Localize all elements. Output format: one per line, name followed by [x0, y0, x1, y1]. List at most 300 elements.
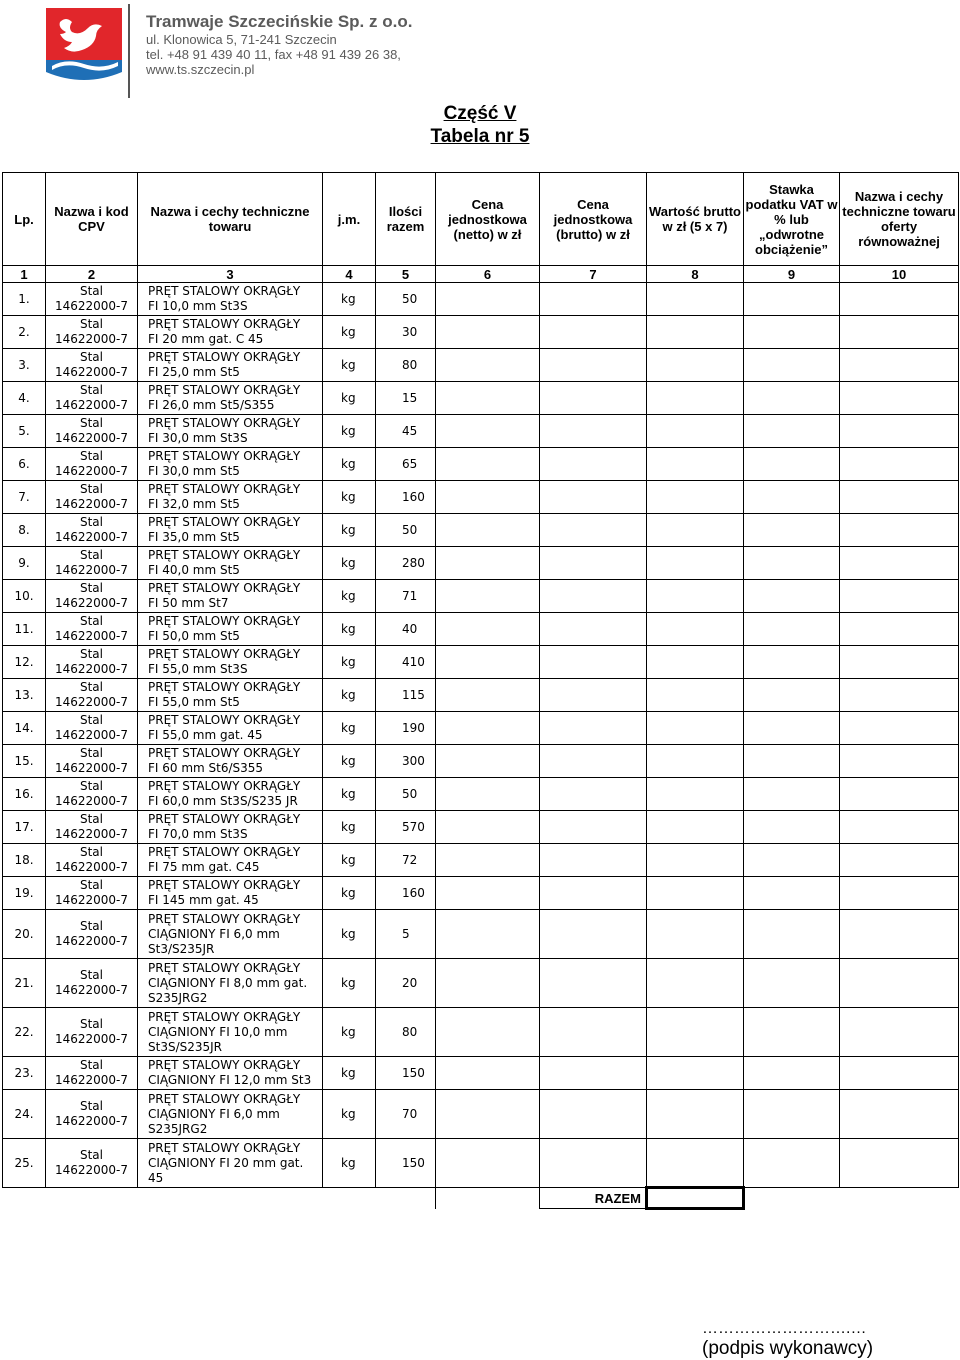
company-logo — [46, 8, 122, 88]
cell-net-price[interactable] — [436, 712, 540, 745]
cell-lp — [3, 1057, 46, 1090]
description-line: FI 55,0 mm St5 — [148, 695, 240, 709]
col-number: 8 — [647, 266, 744, 283]
col-header-name: Nazwa i cechy techniczne towaru — [138, 173, 323, 266]
cell-quantity — [376, 712, 436, 745]
cell-equivalent[interactable] — [840, 283, 959, 316]
cell-description — [138, 1139, 323, 1188]
cpv-name: Stal — [79, 812, 103, 826]
row-number: 18. — [14, 852, 34, 867]
row-number: 15. — [14, 753, 34, 768]
cell-quantity — [376, 316, 436, 349]
cell-lp — [3, 877, 46, 910]
row-number: 10. — [14, 588, 34, 603]
cell-quantity — [376, 514, 436, 547]
table-title: Tabela nr 5 — [430, 126, 530, 147]
cell-net-price[interactable] — [436, 613, 540, 646]
cell-gross-price[interactable] — [540, 745, 647, 778]
cpv-code: 14622000-7 — [54, 1163, 129, 1177]
cpv-name: Stal — [79, 647, 103, 661]
cell-gross-value[interactable] — [647, 778, 744, 811]
cell-vat-rate[interactable] — [744, 382, 840, 415]
description-line: FI 25,0 mm St5 — [148, 365, 240, 379]
cell-vat-rate[interactable] — [744, 316, 840, 349]
cell-quantity — [376, 1090, 436, 1139]
signature-block — [702, 1320, 873, 1360]
cell-equivalent[interactable] — [840, 745, 959, 778]
cell-quantity — [376, 382, 436, 415]
cell-unit — [323, 646, 376, 679]
cell-gross-price[interactable] — [540, 382, 647, 415]
cell-quantity — [376, 844, 436, 877]
cell-gross-value[interactable] — [647, 712, 744, 745]
col-header-gross-value: Wartość brutto w zł (5 x 7) — [647, 173, 744, 266]
cell-quantity — [376, 448, 436, 481]
unit-value: kg — [341, 753, 356, 768]
cell-equivalent[interactable] — [840, 1057, 959, 1090]
cell-vat-rate[interactable] — [744, 844, 840, 877]
cell-gross-value[interactable] — [647, 547, 744, 580]
cell-net-price[interactable] — [436, 283, 540, 316]
cell-gross-price[interactable] — [540, 415, 647, 448]
quantity-value: 150 — [402, 1155, 425, 1170]
cell-vat-rate[interactable] — [744, 646, 840, 679]
description-line: S235JRG2 — [148, 990, 208, 1005]
cell-description — [138, 283, 323, 316]
cpv-code: 14622000-7 — [54, 827, 129, 841]
cell-lp — [3, 811, 46, 844]
unit-value: kg — [341, 621, 356, 636]
cell-equivalent[interactable] — [840, 712, 959, 745]
cpv-code: 14622000-7 — [54, 1032, 129, 1046]
quantity-value: 5 — [402, 926, 410, 941]
cell-gross-value[interactable] — [647, 877, 744, 910]
cell-equivalent[interactable] — [840, 382, 959, 415]
cpv-code: 14622000-7 — [54, 530, 129, 544]
cell-gross-value[interactable] — [647, 448, 744, 481]
table-row — [3, 580, 959, 613]
table-row — [3, 1090, 959, 1139]
cell-vat-rate[interactable] — [744, 514, 840, 547]
cell-quantity — [376, 877, 436, 910]
row-number: 6. — [18, 456, 30, 471]
item-rows — [3, 283, 959, 1188]
cell-gross-value[interactable] — [647, 382, 744, 415]
cell-unit — [323, 1008, 376, 1057]
cell-equivalent[interactable] — [840, 448, 959, 481]
cell-unit — [323, 514, 376, 547]
table-row — [3, 745, 959, 778]
cell-vat-rate[interactable] — [744, 1008, 840, 1057]
cell-description — [138, 646, 323, 679]
cell-vat-rate[interactable] — [744, 910, 840, 959]
description-line: CIĄGNIONY FI 12,0 mm St3 — [148, 1073, 312, 1087]
description-line: PRĘT STALOWY OKRĄGŁY — [148, 317, 301, 331]
cell-vat-rate[interactable] — [744, 959, 840, 1008]
cell-gross-price[interactable] — [540, 1139, 647, 1188]
cell-net-price[interactable] — [436, 679, 540, 712]
cell-gross-value[interactable] — [647, 646, 744, 679]
cell-vat-rate[interactable] — [744, 745, 840, 778]
table-row — [3, 959, 959, 1008]
cell-net-price[interactable] — [436, 778, 540, 811]
description-line: FI 35,0 mm St5 — [148, 530, 240, 544]
cell-gross-price[interactable] — [540, 316, 647, 349]
cell-equivalent[interactable] — [840, 778, 959, 811]
cell-gross-value[interactable] — [647, 514, 744, 547]
col-number: 2 — [46, 266, 138, 283]
cell-equivalent[interactable] — [840, 1139, 959, 1188]
cpv-code: 14622000-7 — [54, 464, 129, 478]
cell-gross-value[interactable] — [647, 959, 744, 1008]
table-row — [3, 316, 959, 349]
row-number: 2. — [18, 324, 30, 339]
cell-cpv — [46, 646, 138, 679]
cell-gross-value[interactable] — [647, 481, 744, 514]
unit-value: kg — [341, 522, 356, 537]
cell-gross-price[interactable] — [540, 679, 647, 712]
total-value-cell[interactable] — [647, 1188, 744, 1209]
cpv-name: Stal — [79, 416, 103, 430]
cell-gross-value[interactable] — [647, 415, 744, 448]
description-line: CIĄGNIONY FI 10,0 mm — [148, 1024, 288, 1039]
cell-description — [138, 910, 323, 959]
cell-gross-price[interactable] — [540, 811, 647, 844]
description-line: FI 30,0 mm St5 — [148, 464, 240, 478]
cell-gross-value[interactable] — [647, 910, 744, 959]
row-number: 11. — [14, 621, 34, 636]
cell-vat-rate[interactable] — [744, 778, 840, 811]
cell-description — [138, 415, 323, 448]
cell-cpv — [46, 1090, 138, 1139]
cell-gross-price[interactable] — [540, 547, 647, 580]
unit-value: kg — [341, 588, 356, 603]
cell-gross-value[interactable] — [647, 580, 744, 613]
cell-quantity — [376, 679, 436, 712]
row-number: 21. — [14, 975, 34, 990]
unit-value: kg — [341, 291, 356, 306]
col-number: 7 — [540, 266, 647, 283]
cell-net-price[interactable] — [436, 844, 540, 877]
cpv-name: Stal — [79, 317, 103, 331]
cell-quantity — [376, 481, 436, 514]
total-spacer — [436, 1188, 540, 1209]
cell-quantity — [376, 646, 436, 679]
cell-lp — [3, 283, 46, 316]
description-line: 45 — [148, 1170, 164, 1185]
cell-cpv — [46, 679, 138, 712]
unit-value: kg — [341, 390, 356, 405]
cell-vat-rate[interactable] — [744, 415, 840, 448]
description-line: FI 30,0 mm St3S — [148, 431, 248, 445]
cell-gross-value[interactable] — [647, 844, 744, 877]
cell-vat-rate[interactable] — [744, 712, 840, 745]
quantity-value: 280 — [402, 555, 425, 570]
cell-vat-rate[interactable] — [744, 1090, 840, 1139]
cell-gross-price[interactable] — [540, 910, 647, 959]
cell-net-price[interactable] — [436, 1090, 540, 1139]
cell-equivalent[interactable] — [840, 580, 959, 613]
cell-equivalent[interactable] — [840, 959, 959, 1008]
cpv-name: Stal — [79, 1148, 103, 1162]
column-number-row — [3, 266, 959, 283]
description-line: PRĘT STALOWY OKRĄGŁY — [148, 960, 301, 975]
cell-net-price[interactable] — [436, 547, 540, 580]
cell-unit — [323, 613, 376, 646]
cell-gross-price[interactable] — [540, 712, 647, 745]
cell-gross-value[interactable] — [647, 811, 744, 844]
table-row — [3, 613, 959, 646]
description-line: FI 50,0 mm St5 — [148, 629, 240, 643]
cell-net-price[interactable] — [436, 316, 540, 349]
description-line: CIĄGNIONY FI 8,0 mm gat. — [148, 975, 308, 990]
cell-unit — [323, 316, 376, 349]
cell-description — [138, 959, 323, 1008]
unit-value: kg — [341, 1155, 356, 1170]
unit-value: kg — [341, 885, 356, 900]
company-info — [146, 12, 412, 77]
cell-equivalent[interactable] — [840, 1090, 959, 1139]
cpv-name: Stal — [79, 515, 103, 529]
cell-gross-price[interactable] — [540, 1057, 647, 1090]
unit-value: kg — [341, 324, 356, 339]
cell-vat-rate[interactable] — [744, 613, 840, 646]
unit-value: kg — [341, 687, 356, 702]
cell-gross-price[interactable] — [540, 448, 647, 481]
cpv-name: Stal — [79, 919, 103, 933]
quantity-value: 50 — [402, 291, 418, 306]
cell-gross-value[interactable] — [647, 1008, 744, 1057]
quantity-value: 150 — [402, 1065, 425, 1080]
cell-net-price[interactable] — [436, 1057, 540, 1090]
description-line: PRĘT STALOWY OKRĄGŁY — [148, 779, 301, 793]
cell-gross-price[interactable] — [540, 349, 647, 382]
cell-gross-price[interactable] — [540, 877, 647, 910]
cell-net-price[interactable] — [436, 877, 540, 910]
cell-vat-rate[interactable] — [744, 679, 840, 712]
cell-vat-rate[interactable] — [744, 283, 840, 316]
cell-gross-value[interactable] — [647, 679, 744, 712]
cell-vat-rate[interactable] — [744, 811, 840, 844]
cell-gross-price[interactable] — [540, 580, 647, 613]
cell-description — [138, 481, 323, 514]
cell-gross-value[interactable] — [647, 349, 744, 382]
cell-cpv — [46, 481, 138, 514]
cell-gross-price[interactable] — [540, 844, 647, 877]
cpv-name: Stal — [79, 383, 103, 397]
cell-description — [138, 514, 323, 547]
cell-description — [138, 745, 323, 778]
cpv-code: 14622000-7 — [54, 983, 129, 997]
cell-lp — [3, 580, 46, 613]
cell-unit — [323, 910, 376, 959]
cell-net-price[interactable] — [436, 1139, 540, 1188]
cell-vat-rate[interactable] — [744, 877, 840, 910]
cpv-code: 14622000-7 — [54, 761, 129, 775]
company-website: www.ts.szczecin.pl — [146, 62, 255, 77]
quantity-value: 80 — [402, 1024, 418, 1039]
table-row — [3, 811, 959, 844]
cpv-name: Stal — [79, 680, 103, 694]
unit-value: kg — [341, 1065, 356, 1080]
description-line: PRĘT STALOWY OKRĄGŁY — [148, 1009, 301, 1024]
description-line: FI 26,0 mm St5/S355 — [148, 398, 275, 412]
cell-lp — [3, 514, 46, 547]
cell-cpv — [46, 811, 138, 844]
cell-unit — [323, 679, 376, 712]
cell-vat-rate[interactable] — [744, 1139, 840, 1188]
col-number: 1 — [3, 266, 46, 283]
letterhead — [40, 0, 460, 102]
cell-equivalent[interactable] — [840, 844, 959, 877]
cell-net-price[interactable] — [436, 481, 540, 514]
col-number: 3 — [138, 266, 323, 283]
cell-equivalent[interactable] — [840, 1008, 959, 1057]
cpv-code: 14622000-7 — [54, 629, 129, 643]
cell-gross-value[interactable] — [647, 1139, 744, 1188]
cell-gross-value[interactable] — [647, 613, 744, 646]
cell-unit — [323, 1090, 376, 1139]
cell-vat-rate[interactable] — [744, 547, 840, 580]
cell-vat-rate[interactable] — [744, 481, 840, 514]
cell-equivalent[interactable] — [840, 877, 959, 910]
cell-net-price[interactable] — [436, 514, 540, 547]
cell-equivalent[interactable] — [840, 514, 959, 547]
table-row — [3, 547, 959, 580]
description-line: CIĄGNIONY FI 6,0 mm — [148, 926, 280, 941]
cpv-name: Stal — [79, 845, 103, 859]
cell-gross-price[interactable] — [540, 283, 647, 316]
description-line: FI 60,0 mm St3S/S235 JR — [148, 794, 298, 808]
cell-gross-price[interactable] — [540, 1090, 647, 1139]
cell-net-price[interactable] — [436, 415, 540, 448]
unit-value: kg — [341, 852, 356, 867]
cell-vat-rate[interactable] — [744, 580, 840, 613]
quantity-value: 80 — [402, 357, 418, 372]
cell-vat-rate[interactable] — [744, 1057, 840, 1090]
cell-unit — [323, 811, 376, 844]
cell-net-price[interactable] — [436, 580, 540, 613]
cell-quantity — [376, 959, 436, 1008]
cell-equivalent[interactable] — [840, 679, 959, 712]
cell-gross-price[interactable] — [540, 646, 647, 679]
description-line: FI 145 mm gat. 45 — [148, 893, 259, 907]
cell-gross-price[interactable] — [540, 613, 647, 646]
cpv-code: 14622000-7 — [54, 934, 129, 948]
table-row — [3, 349, 959, 382]
cell-gross-price[interactable] — [540, 481, 647, 514]
cpv-name: Stal — [79, 1099, 103, 1113]
cell-equivalent[interactable] — [840, 415, 959, 448]
cell-net-price[interactable] — [436, 349, 540, 382]
cpv-name: Stal — [79, 548, 103, 562]
cell-gross-price[interactable] — [540, 778, 647, 811]
cell-lp — [3, 778, 46, 811]
description-line: PRĘT STALOWY OKRĄGŁY — [148, 647, 301, 661]
cpv-name: Stal — [79, 746, 103, 760]
cell-description — [138, 778, 323, 811]
cell-net-price[interactable] — [436, 646, 540, 679]
table-row — [3, 481, 959, 514]
quantity-value: 115 — [402, 687, 425, 702]
total-spacer — [3, 1188, 436, 1209]
quantity-value: 300 — [402, 753, 425, 768]
cell-cpv — [46, 514, 138, 547]
col-number: 4 — [323, 266, 376, 283]
cell-net-price[interactable] — [436, 959, 540, 1008]
quantity-value: 570 — [402, 819, 425, 834]
cell-equivalent[interactable] — [840, 316, 959, 349]
quantity-value: 30 — [402, 324, 418, 339]
header-row — [3, 173, 959, 266]
description-line: PRĘT STALOWY OKRĄGŁY — [148, 350, 301, 364]
cell-equivalent[interactable] — [840, 547, 959, 580]
cell-gross-price[interactable] — [540, 514, 647, 547]
cell-gross-price[interactable] — [540, 959, 647, 1008]
document-title — [0, 102, 960, 148]
cell-vat-rate[interactable] — [744, 349, 840, 382]
cell-quantity — [376, 745, 436, 778]
cell-net-price[interactable] — [436, 811, 540, 844]
description-line: CIĄGNIONY FI 6,0 mm — [148, 1106, 280, 1121]
cell-equivalent[interactable] — [840, 910, 959, 959]
cell-description — [138, 877, 323, 910]
cpv-name: Stal — [79, 284, 103, 298]
cell-equivalent[interactable] — [840, 811, 959, 844]
cell-gross-price[interactable] — [540, 1008, 647, 1057]
cell-description — [138, 580, 323, 613]
cell-lp — [3, 1008, 46, 1057]
cell-description — [138, 844, 323, 877]
cell-net-price[interactable] — [436, 910, 540, 959]
unit-value: kg — [341, 1024, 356, 1039]
row-number: 14. — [14, 720, 34, 735]
table-row — [3, 448, 959, 481]
cell-net-price[interactable] — [436, 1008, 540, 1057]
cell-equivalent[interactable] — [840, 481, 959, 514]
description-line: FI 10,0 mm St3S — [148, 299, 248, 313]
cell-quantity — [376, 811, 436, 844]
cell-equivalent[interactable] — [840, 613, 959, 646]
row-number: 4. — [18, 390, 30, 405]
cell-unit — [323, 877, 376, 910]
unit-value: kg — [341, 423, 356, 438]
cell-equivalent[interactable] — [840, 349, 959, 382]
cpv-name: Stal — [79, 1058, 103, 1072]
cell-gross-value[interactable] — [647, 283, 744, 316]
row-number: 3. — [18, 357, 30, 372]
cell-net-price[interactable] — [436, 448, 540, 481]
cell-gross-value[interactable] — [647, 1090, 744, 1139]
cell-quantity — [376, 1057, 436, 1090]
description-line: PRĘT STALOWY OKRĄGŁY — [148, 581, 301, 595]
cell-net-price[interactable] — [436, 382, 540, 415]
description-line: PRĘT STALOWY OKRĄGŁY — [148, 482, 301, 496]
cell-vat-rate[interactable] — [744, 448, 840, 481]
cell-cpv — [46, 349, 138, 382]
cell-cpv — [46, 778, 138, 811]
cell-equivalent[interactable] — [840, 646, 959, 679]
table-row — [3, 910, 959, 959]
table-row — [3, 415, 959, 448]
cpv-code: 14622000-7 — [54, 365, 129, 379]
cell-unit — [323, 481, 376, 514]
cell-gross-value[interactable] — [647, 316, 744, 349]
cell-gross-value[interactable] — [647, 745, 744, 778]
cell-net-price[interactable] — [436, 745, 540, 778]
cell-cpv — [46, 1057, 138, 1090]
cell-gross-value[interactable] — [647, 1057, 744, 1090]
